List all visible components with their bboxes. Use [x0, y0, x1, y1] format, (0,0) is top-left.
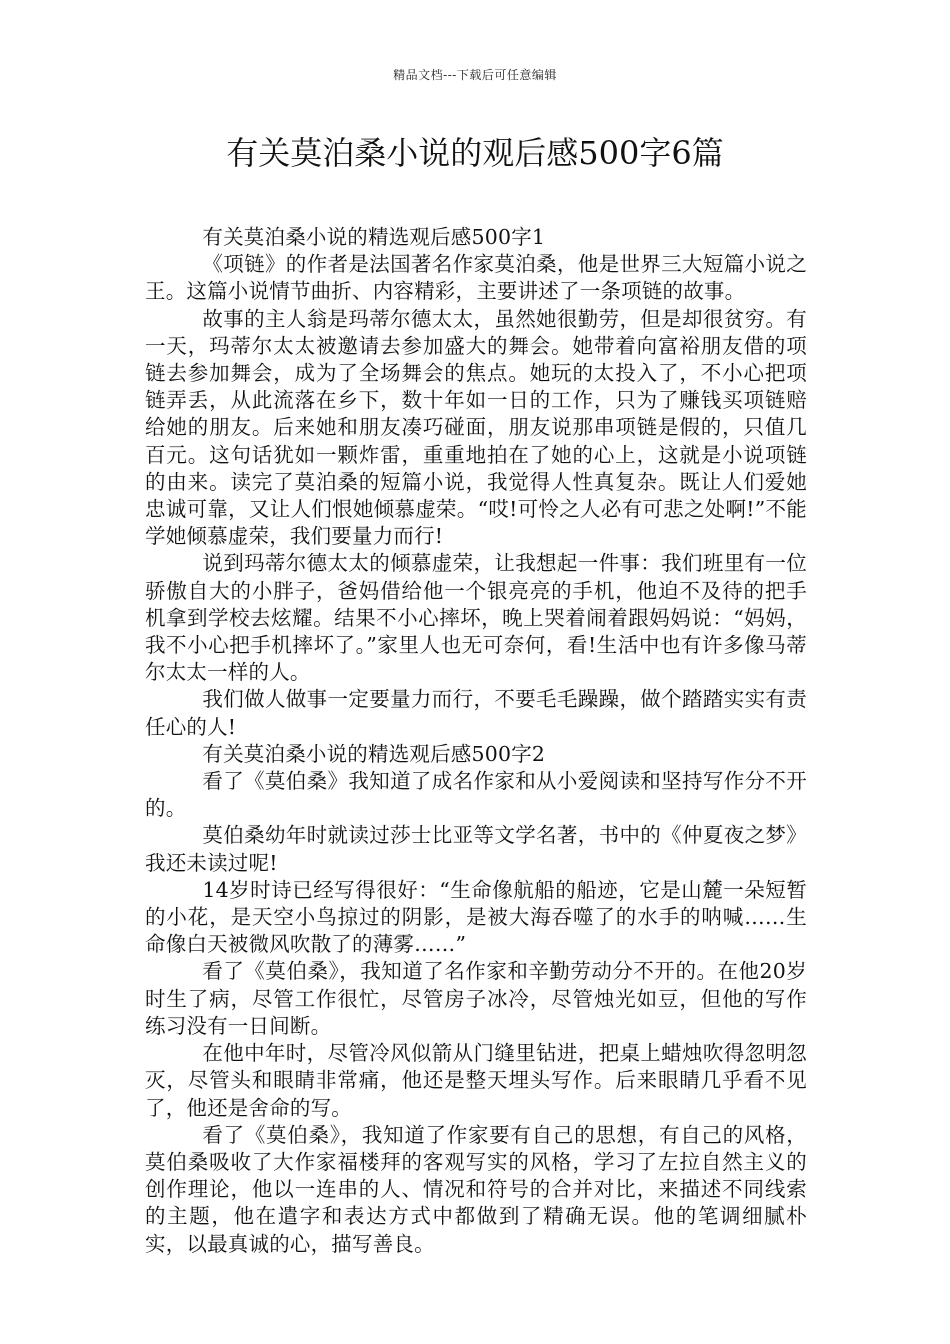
document-title: 有关莫泊桑小说的观后感500字6篇 — [226, 134, 724, 172]
paragraph: 莫伯桑幼年时就读过莎士比亚等文学名著，书中的《仲夏夜之梦》我还未读过呢! — [145, 823, 807, 875]
paragraph: 《项链》的作者是法国著名作家莫泊桑，他是世界三大短篇小说之王。这篇小说情节曲折、内容精彩，主要讲述了一条项链的故事。 — [145, 252, 807, 304]
document-body — [145, 224, 807, 1258]
section-heading-2: 有关莫泊桑小说的精选观后感500字2 — [202, 741, 546, 766]
paragraph: 看了《莫伯桑》，我知道了作家要有自己的思想，有自己的风格，莫伯桑吸收了大作家福楼拜的客观写实的风格，学习了左拉自然主义的创作理论，他以一连串的人、情况和符号的合并对比，来描述不同线索的主题，他在遣字和表达方式中都做到了精确无误。他的笔调细腻朴实，以最真诚的心，描写善良。 — [145, 1122, 807, 1256]
paragraph: 说到玛蒂尔德太太的倾慕虚荣，让我想起一件事：我们班里有一位骄傲自大的小胖子，爸妈借给他一个银亮亮的手机，他迫不及待的把手机拿到学校去炫耀。结果不小心摔坏，晚上哭着闹着跟妈妈说：“妈妈，我不小心把手机摔坏了。”家里人也无可奈何，看!生活中也有许多像马蒂尔太太一样的人。 — [145, 551, 807, 685]
paragraph: 14岁时诗已经写得很好：“生命像航船的船迹，它是山麓一朵短暂的小花，是天空小鸟掠过的阴影，是被大海吞噬了的水手的呐喊……生命像白天被微风吹散了的薄雾……” — [145, 877, 807, 957]
header-note: 精品文档---下载后可任意编辑 — [393, 68, 557, 82]
section-heading-1: 有关莫泊桑小说的精选观后感500字1 — [202, 225, 546, 249]
paragraph: 看了《莫伯桑》，我知道了名作家和辛勤劳动分不开的。在他20岁时生了病，尽管工作很忙，尽管房子冰冷，尽管烛光如豆，但他的写作练习没有一日间断。 — [145, 959, 807, 1038]
paragraph: 故事的主人翁是玛蒂尔德太太，虽然她很勤劳，但是却很贫穷。有一天，玛蒂尔太太被邀请去参加盛大的舞会。她带着向富裕朋友借的项链去参加舞会，成为了全场舞会的焦点。她玩的太投入了，不小心把项链弄丢，从此流落在乡下，数十年如一日的工作，只为了赚钱买项链赔给她的朋友。后来她和朋友凑巧碰面，朋友说那串项链是假的，只值几百元。这句话犹如一颗炸雷，重重地拍在了她的心上，这就是小说项链的由来。读完了莫泊桑的短篇小说，我觉得人性真复杂。既让人们爱她忠诚可靠，又让人们恨她倾慕虚荣。“哎!可怜之人必有可悲之处啊!”不能学她倾慕虚荣，我们要量力而行! — [145, 306, 807, 549]
paragraph: 在他中年时，尽管冷风似箭从门缝里钻进，把桌上蜡烛吹得忽明忽灭，尽管头和眼睛非常痛，他还是整天埋头写作。后来眼睛几乎看不见了，他还是舍命的写。 — [145, 1041, 807, 1120]
paragraph: 我们做人做事一定要量力而行，不要毛毛躁躁，做个踏踏实实有责任心的人! — [145, 687, 807, 739]
paragraph: 看了《莫伯桑》我知道了成名作家和从小爱阅读和坚持写作分不开的。 — [145, 769, 807, 821]
